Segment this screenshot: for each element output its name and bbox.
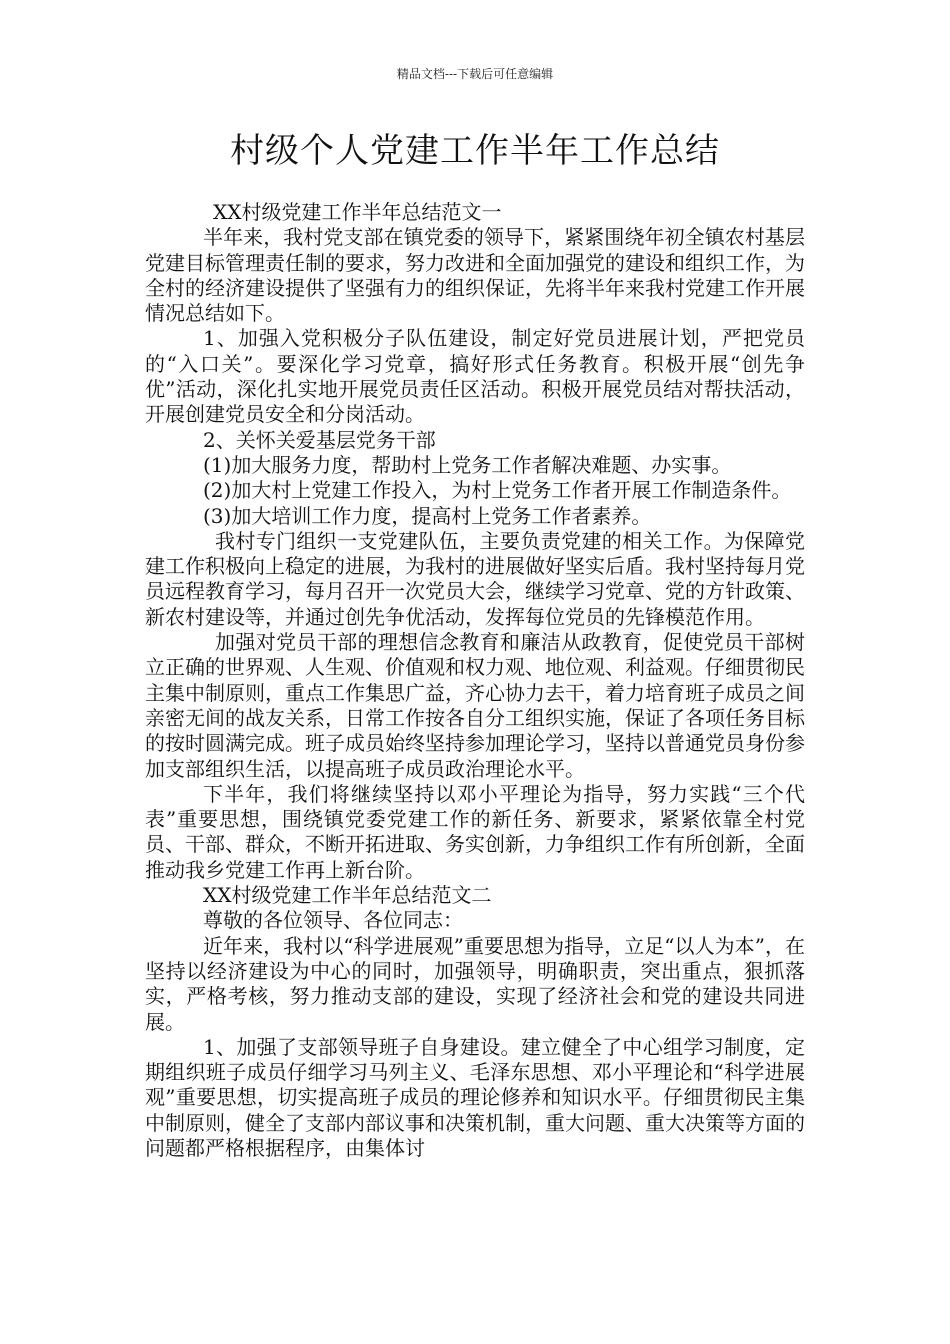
paragraph: (2)加大村上党建工作投入，为村上党务工作者开展工作制造条件。 — [203, 478, 792, 503]
document-title: 村级个人党建工作半年工作总结 — [230, 131, 720, 171]
section-heading-1: XX村级党建工作半年总结范文一 — [213, 200, 502, 224]
paragraph: 半年来，我村党支部在镇党委的领导下，紧紧围绕年初全镇农村基层党建目标管理责任制的要求，努力改进和全面加强党的建设和组织工作，为全村的经济建设提供了坚强有力的组织保证，先将半年来我村党建工作开展情况总结如下。 — [145, 225, 805, 326]
paragraph: 1、加强入党积极分子队伍建设，制定好党员进展计划，严把党员的“入口关”。要深化学习党章，搞好形式任务教育。积极开展“创先争优”活动，深化扎实地开展党员责任区活动。积极开展党员结对帮扶活动，开展创建党员安全和分岗活动。 — [145, 326, 805, 427]
paragraph: (1)加大服务力度，帮助村上党务工作者解决难题、办实事。 — [203, 452, 732, 477]
paragraph: (3)加大培训工作力度，提高村上党务工作者素养。 — [203, 503, 652, 528]
salutation: 尊敬的各位领导、各位同志： — [203, 908, 463, 933]
paragraph: 1、加强了支部领导班子自身建设。建立健全了中心组学习制度，定期组织班子成员仔细学习马列主义、毛泽东思想、邓小平理论和“科学进展观”重要思想，切实提高班子成员的理论修养和知识水平。仔细贯彻民主集中制原则，健全了支部内部议事和决策机制，重大问题、重大决策等方面的问题都严格根据程序，由集体讨 — [145, 1034, 805, 1160]
paragraph: 下半年，我们将继续坚持以邓小平理论为指导，努力实践“三个代表”重要思想，围绕镇党委党建工作的新任务、新要求，紧紧依靠全村党员、干部、群众，不断开拓进取、务实创新，力争组织工作有所创新，全面推动我乡党建工作再上新台阶。 — [145, 781, 805, 882]
section-heading-2: XX村级党建工作半年总结范文二 — [203, 883, 492, 908]
paragraph: 2、关怀关爱基层党务干部 — [203, 427, 436, 452]
document-body — [145, 200, 805, 1161]
paragraph: 近年来，我村以“科学进展观”重要思想为指导，立足“以人为本”，在坚持以经济建设为中心的同时，加强领导，明确职责，突出重点，狠抓落实，严格考核，努力推动支部的建设，实现了经济社会和党的建设共同进展。 — [145, 933, 805, 1034]
header-note: 精品文档---下载后可任意编辑 — [396, 67, 554, 81]
paragraph: 加强对党员干部的理想信念教育和廉洁从政教育，促使党员干部树立正确的世界观、人生观、价值观和权力观、地位观、利益观。仔细贯彻民主集中制原则，重点工作集思广益，齐心协力去干，着力培育班子成员之间亲密无间的战友关系，日常工作按各自分工组织实施，保证了各项任务目标的按时圆满完成。班子成员始终坚持参加理论学习，坚持以普通党员身份参加支部组织生活，以提高班子成员政治理论水平。 — [145, 630, 805, 781]
paragraph: 我村专门组织一支党建队伍，主要负责党建的相关工作。为保障党建工作积极向上稳定的进展，为我村的进展做好坚实后盾。我村坚持每月党员远程教育学习，每月召开一次党员大会，继续学习党章、党的方针政策、新农村建设等，并通过创先争优活动，发挥每位党员的先锋模范作用。 — [145, 528, 805, 629]
